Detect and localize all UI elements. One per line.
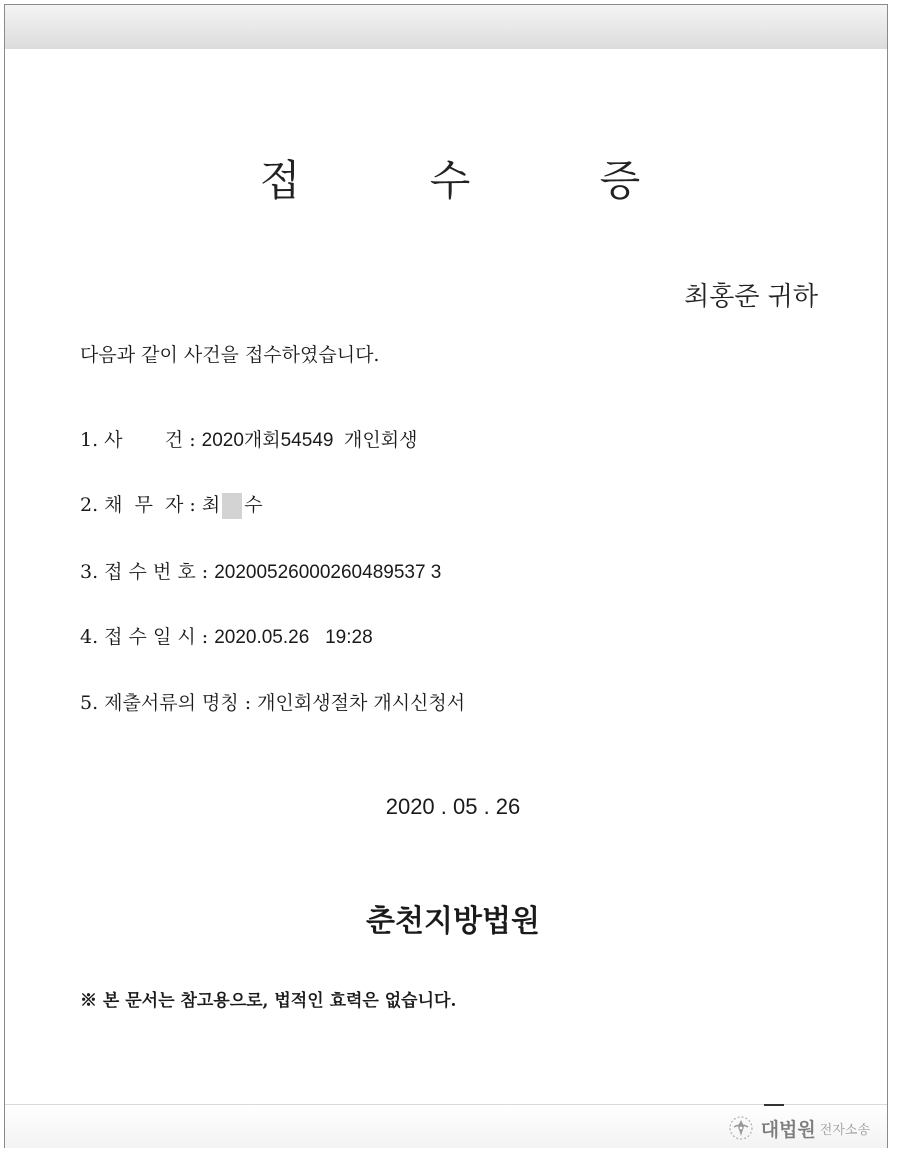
item-receipt-datetime-label: 4. 접 수 일 시 : [80,626,215,648]
disclaimer-notice: ※ 본 문서는 참고용으로, 법적인 효력은 없습니다. [80,991,457,1011]
supreme-court-emblem-icon [725,1114,757,1142]
item-case [80,425,417,452]
recipient: 최홍준 귀하 [684,282,818,312]
item-document-name [80,688,465,715]
issue-date: 2020 . 05 . 26 [385,794,521,819]
item-receipt-datetime-value: 2020.05.26 19:28 [214,627,373,648]
item-receipt-number-label: 3. 접 수 번 호 : [80,561,215,583]
court-name: 춘천지방법원 [366,904,540,939]
item-document-name-value: 개인회생절차 개시신청서 [257,692,466,714]
logo-sub-text: 전자소송 [819,1122,870,1138]
item-receipt-datetime [80,622,373,649]
redaction-mask [222,493,242,519]
item-case-value: 2020개회54549 개인회생 [201,430,418,451]
item-debtor-value-prefix: 최 [201,494,221,516]
header-band [5,5,887,49]
ecourt-logo [725,1114,870,1142]
item-debtor-value-suffix: 수 [244,494,263,516]
intro-text: 다음과 같이 사건을 접수하였습니다. [80,344,380,366]
item-receipt-number-value: 20200526000260489537 3 [214,562,442,583]
item-debtor-label: 2. 채 무 자 : [80,494,202,516]
item-receipt-number [80,557,441,584]
logo-main-text: 대법원 [760,1118,816,1141]
item-debtor [80,490,263,519]
document-title: 접 수 증 [259,156,699,205]
item-document-name-label: 5. 제출서류의 명칭 : [80,692,258,714]
footer-mark [764,1104,784,1106]
item-case-label: 1. 사 건 : [80,429,202,451]
